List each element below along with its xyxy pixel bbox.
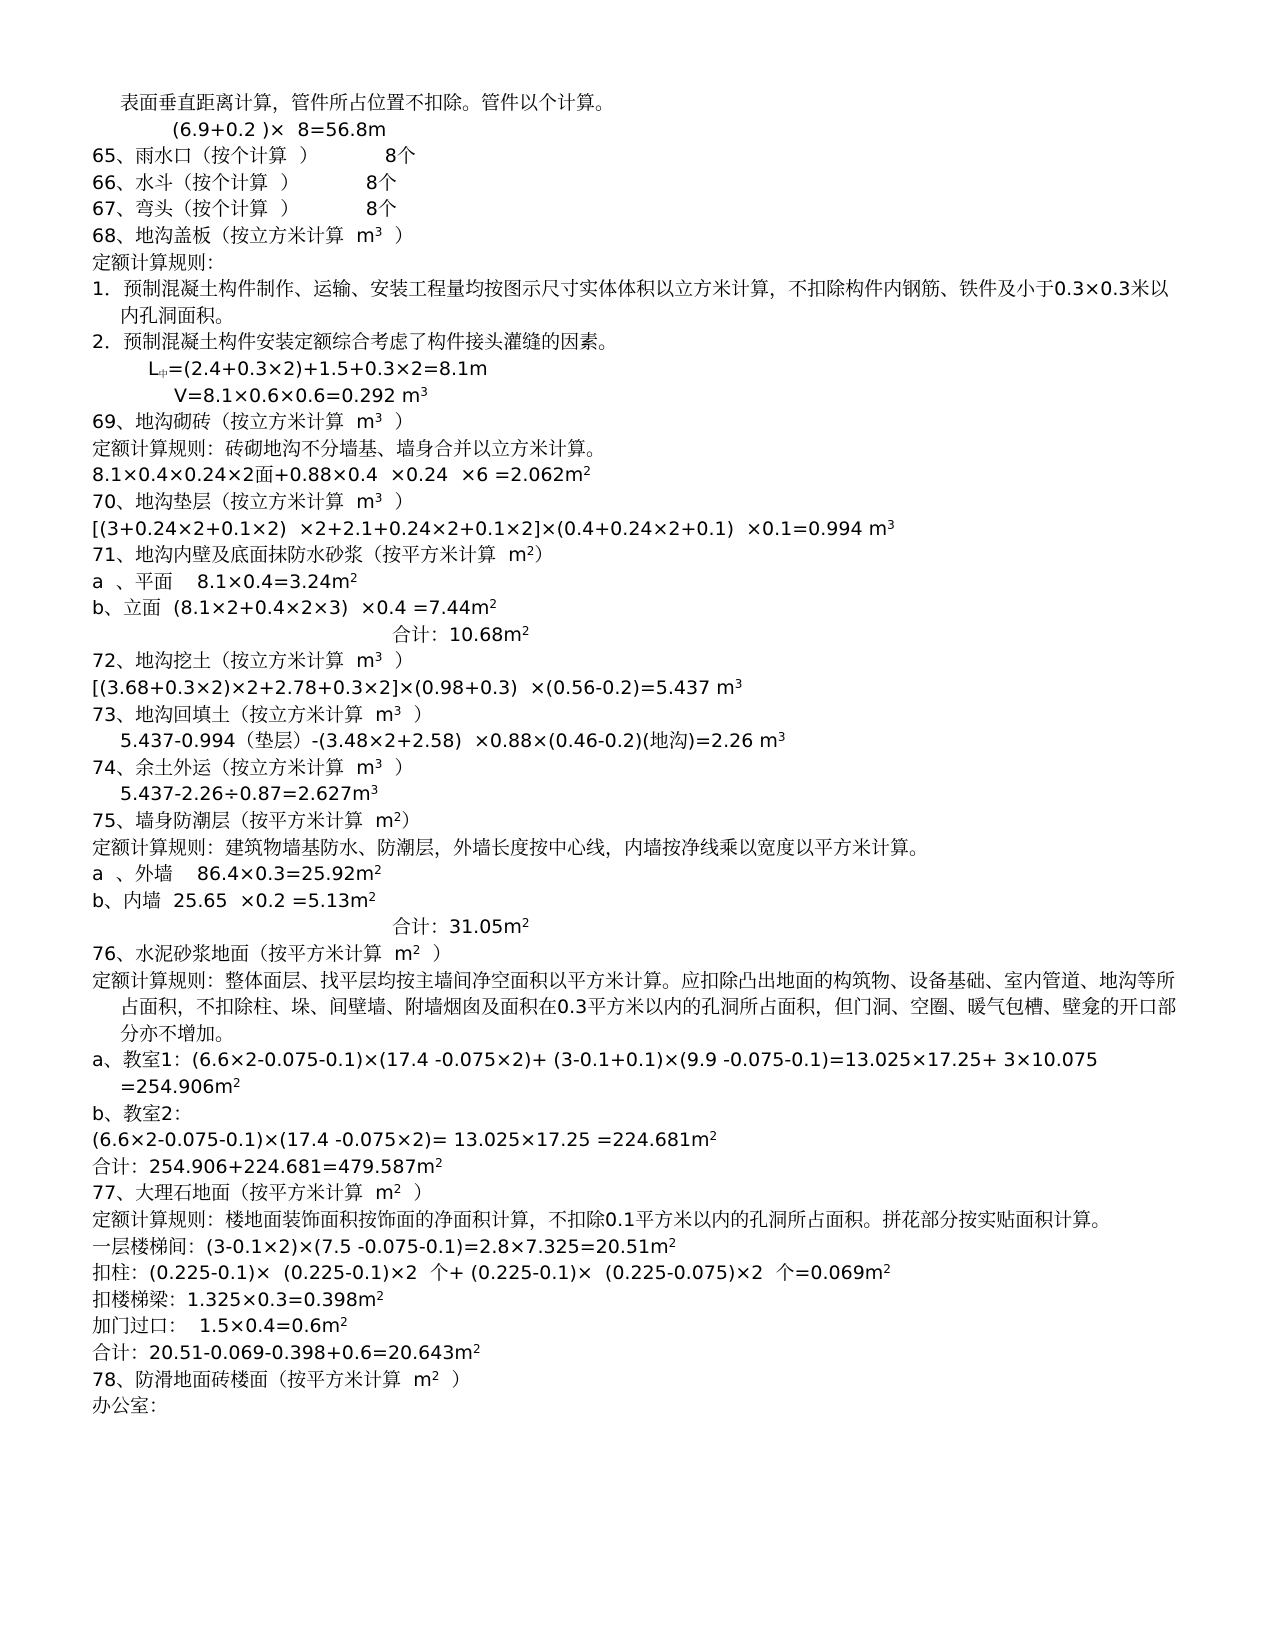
line-text: b、立面 (8.1×2+0.4×2×3) ×0.4 =7.44m [92,597,490,620]
line-text: 定额计算规则： [92,251,226,274]
superscript: 2 [376,1288,384,1303]
superscript: 3 [777,730,786,745]
text-line [92,170,1182,197]
superscript: 3 [374,224,383,239]
superscript: 2 [521,916,530,931]
text-line [92,968,1182,1048]
line-text-after: ） [382,490,414,513]
superscript: 2 [583,464,591,479]
text-line [92,196,1182,223]
line-text: 78、防滑地面砖楼面（按平方米计算 m [92,1368,432,1391]
superscript: 2 [526,544,535,559]
text-line [92,1047,1182,1100]
document-page [92,90,1182,1420]
superscript: 2 [472,1341,481,1356]
line-text: 办公室： [92,1395,169,1418]
superscript: 2 [393,810,402,825]
line-text: 5.437-2.26÷0.87=2.627m [120,783,371,806]
line-text: a 、平面 8.1×0.4=3.24m [92,570,350,593]
text-line [92,1180,1182,1207]
line-text-after: ） [401,810,421,833]
text-line [92,595,1182,622]
text-line [92,1207,1182,1234]
text-line [92,223,1182,250]
superscript: 3 [734,677,743,692]
line-text: 74、余土外运（按立方米计算 m [92,756,375,779]
line-text: 一层楼梯间：(3-0.1×2)×(7.5 -0.075-0.1)=2.8×7.325=20.51m [92,1235,669,1258]
superscript: 2 [521,623,530,638]
line-text: L [148,357,159,380]
line-text: 定额计算规则：建筑物墙基防水、防潮层，外墙长度按中心线，内墙按净线乘以宽度以平方米计算。 [92,836,929,859]
text-line [92,356,1182,383]
line-text: a、教室1：(6.6×2-0.075-0.1)×(17.4 -0.075×2)+ (3-0.1+0.1)×(9.9 -0.075-0.1)=13.025×17.25+ 3×10.075 =254.906m [92,1049,1099,1098]
text-line [92,1127,1182,1154]
line-text-after: ） [382,650,414,673]
line-text: 71、地沟内壁及底面抹防水砂浆（按平方米计算 m [92,544,527,567]
text-line [92,675,1182,702]
text-line [92,90,1182,117]
line-text-after: ） [534,544,554,567]
text-line [92,462,1182,489]
superscript: 2 [349,570,358,585]
line-text: 65、雨水口（按个计算 ） 8个 [92,145,416,168]
text-line [92,1287,1182,1314]
superscript: 2 [435,1155,443,1170]
text-line [92,648,1182,675]
line-text-after: =(2.4+0.3×2)+1.5+0.3×2=8.1m [167,357,488,380]
text-line [92,436,1182,463]
text-line [92,781,1182,808]
text-line [92,914,1182,941]
text-line [92,1234,1182,1261]
text-line [92,117,1182,144]
superscript: 2 [340,1315,348,1330]
line-text-after: ） [382,224,414,247]
line-text: 8.1×0.4×0.24×2面+0.88×0.4 ×0.24 ×6 =2.062m [92,464,584,487]
line-text: 72、地沟挖土（按立方米计算 m [92,650,375,673]
superscript: 3 [374,411,383,426]
superscript: 2 [489,597,497,612]
text-line [92,250,1182,277]
line-text: b、教室2： [92,1102,193,1125]
line-text: [(3.68+0.3×2)×2+2.78+0.3×2]×(0.98+0.3) ×(0.56-0.2)=5.437 m [92,677,735,700]
text-line [92,835,1182,862]
text-line [92,1154,1182,1181]
line-text-after: ） [382,756,414,779]
text-line [92,276,1182,329]
line-text: a 、外墙 86.4×0.3=25.92m [92,863,375,886]
text-line [92,808,1182,835]
line-text: 73、地沟回填土（按立方米计算 m [92,703,394,726]
line-text: 68、地沟盖板（按立方米计算 m [92,224,375,247]
superscript: 2 [412,943,421,957]
superscript: 2 [709,1129,718,1144]
text-line [92,888,1182,915]
line-text: 合计：20.51-0.069-0.398+0.6=20.643m [92,1341,473,1364]
text-line [92,941,1182,968]
text-line [92,861,1182,888]
text-line [92,143,1182,170]
superscript: 2 [668,1235,677,1250]
text-line [92,1101,1182,1128]
line-text: 扣楼梯梁：1.325×0.3=0.398m [92,1288,377,1311]
text-line [92,409,1182,436]
line-text-after: ） [382,411,414,434]
line-text: [(3+0.24×2+0.1×2) ×2+2.1+0.24×2+0.1×2]×(0.4+0.24×2+0.1) ×0.1=0.994 m [92,517,888,540]
line-text: 66、水斗（按个计算 ） 8个 [92,171,397,194]
line-text: 2．预制混凝土构件安装定额综合考虑了构件接头灌缝的因素。 [92,331,618,354]
text-line [92,1313,1182,1340]
line-text: (6.6×2-0.075-0.1)×(17.4 -0.075×2)= 13.025×17.25 =224.681m [92,1129,710,1152]
line-text: 70、地沟垫层（按立方米计算 m [92,490,375,513]
superscript: 3 [420,384,428,399]
line-text: 5.437-0.994（垫层）-(3.48×2+2.58) ×0.88×(0.46-0.2)(地沟)=2.26 m [120,730,778,753]
text-line [92,516,1182,543]
subscript: 中 [158,369,168,380]
text-line [92,489,1182,516]
superscript: 3 [374,650,383,665]
text-line [92,569,1182,596]
line-text: 扣柱：(0.225-0.1)× (0.225-0.1)×2 个+ (0.225-0.1)× (0.225-0.075)×2 个=0.069m [92,1262,884,1285]
line-text: 表面垂直距离计算，管件所占位置不扣除。管件以个计算。 [120,92,615,114]
text-line [92,383,1182,410]
text-line [92,1340,1182,1367]
line-text-after: ） [420,943,452,965]
text-line [92,622,1182,649]
text-line [92,329,1182,356]
superscript: 2 [883,1262,891,1277]
line-text: 1．预制混凝土构件制作、运输、安装工程量均按图示尺寸实体体积以立方米计算，不扣除构件内钢筋、铁件及小于0.3×0.3米以内孔洞面积。 [92,278,1169,327]
text-line [92,1393,1182,1420]
superscript: 2 [233,1075,241,1090]
line-text-after: ） [401,1182,433,1205]
line-text: 67、弯头（按个计算 ） 8个 [92,198,397,221]
line-text-after: ） [401,703,433,726]
line-text: 定额计算规则：砖砌地沟不分墙基、墙身合并以立方米计算。 [92,437,606,460]
line-text: 合计：10.68m [392,623,522,646]
text-line [92,1260,1182,1287]
text-line [92,542,1182,569]
line-text: b、内墙 25.65 ×0.2 =5.13m [92,889,369,912]
superscript: 2 [374,863,382,878]
superscript: 3 [887,517,895,532]
line-text: 69、地沟砌砖（按立方米计算 m [92,411,375,434]
superscript: 3 [393,703,402,718]
line-text: 合计：254.906+224.681=479.587m [92,1155,436,1178]
text-line [92,1367,1182,1394]
superscript: 3 [370,783,379,798]
superscript: 2 [368,889,377,904]
line-text: 加门过口： 1.5×0.4=0.6m [92,1315,341,1338]
line-text: 合计：31.05m [392,916,522,939]
line-text: 定额计算规则：整体面层、找平层均按主墙间净空面积以平方米计算。应扣除凸出地面的构筑物、设备基础、室内管道、地沟等所占面积，不扣除柱、垛、间壁墙、附墙烟囱及面积在0.3平方米以内的孔洞所占面积，但门洞、空圈、暖气包槽、壁龛的开口部分亦不增加。 [92,969,1177,1045]
text-line [92,702,1182,729]
superscript: 3 [374,756,383,771]
line-text: 76、水泥砂浆地面（按平方米计算 m [92,943,413,965]
text-line [92,755,1182,782]
line-text: 定额计算规则：楼地面装饰面积按饰面的净面积计算，不扣除0.1平方米以内的孔洞所占面积。拼花部分按实贴面积计算。 [92,1208,1111,1231]
superscript: 2 [431,1368,440,1383]
line-text: 75、墙身防潮层（按平方米计算 m [92,810,394,833]
superscript: 3 [374,490,383,505]
line-text: V=8.1×0.6×0.6=0.292 m [174,384,421,407]
line-text: 77、大理石地面（按平方米计算 m [92,1182,394,1205]
superscript: 2 [393,1182,402,1197]
line-text-after: ） [439,1368,471,1391]
line-text: (6.9+0.2 )× 8=56.8m [148,118,387,141]
text-line [92,728,1182,755]
